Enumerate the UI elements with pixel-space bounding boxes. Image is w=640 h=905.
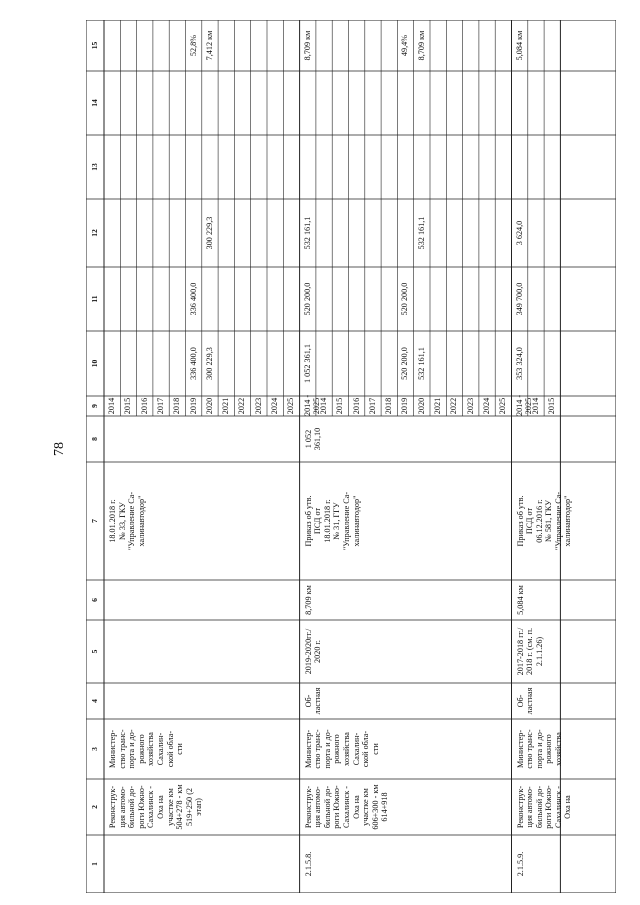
year-cell: 2021 [221, 397, 231, 415]
value-cell-10: 353 324,0 [514, 347, 524, 380]
responsible-body: Министер- ство транс- порта и до- рожного хозяйства Сахалин- ской обла- сти [108, 729, 185, 769]
year-cell: 2023 [253, 397, 263, 415]
item-number: 2.1.5.9. [515, 851, 525, 877]
year-cell: 2019 [400, 397, 410, 415]
year-cell: 2017 [155, 397, 165, 415]
ownership: Об- ластная [515, 687, 535, 715]
value-cell-11: 349 700,0 [514, 282, 524, 316]
year-cell: 2019 [188, 397, 198, 415]
column-header-12: 12 [90, 229, 99, 237]
year-cell: 2014 [107, 397, 116, 415]
value-cell-12: 300 229,3 [204, 216, 214, 250]
value-cell-12: 532 161,1 [416, 216, 426, 250]
column-header-5: 5 [90, 649, 99, 654]
year-cell: 2025 [498, 397, 508, 415]
column-header-4: 4 [90, 699, 99, 703]
value-cell-15: 5,084 км [514, 30, 524, 61]
year-cell: 2022 [449, 397, 459, 415]
approval-doc: Приказ об утв. ПСД от 06.12.2016 г. № 581, ГКУ "Управление Са- халинавтодор" [515, 491, 573, 551]
year-cell: 2025 [286, 397, 296, 415]
item-number: 2.1.5.8. [303, 851, 313, 877]
value-cell-12: 532 161,1 [302, 216, 312, 250]
column-header-3: 3 [90, 747, 99, 751]
period: 2017-2018 гг./ 2018 г. (см. п. 2.1.1.26) [515, 627, 544, 676]
column-header-11: 11 [90, 295, 99, 303]
year-cell: 2020 [204, 397, 214, 415]
year-cell: 2014 [530, 397, 540, 415]
year-cell: 2015 [547, 397, 557, 415]
year-cell: 2022 [237, 397, 247, 415]
column-header-2: 2 [90, 805, 99, 809]
year-cell: 2023 [465, 397, 475, 415]
year-cell: 2020 [416, 397, 426, 415]
length: 8,709 км [303, 585, 313, 615]
value-cell-15: 7,412 км [204, 30, 214, 61]
value-cell-11: 520 200,0 [302, 282, 312, 316]
column-header-14: 14 [90, 99, 99, 107]
value-cell-15: 8,709 км [302, 30, 312, 61]
year-cell: 2014 - 2025 [514, 394, 534, 416]
column-header-10: 10 [90, 359, 99, 368]
value-cell-11: 336 400,0 [188, 282, 198, 316]
value-cell-10: 532 161,1 [416, 347, 426, 380]
value-cell-10: 336 400,0 [188, 347, 198, 380]
approval-doc: Приказ об утв. ПСД от 18.01.2018 г. № 31, ГГУ "Управление Са- халинавтодор" [303, 491, 361, 551]
data-table [86, 20, 616, 893]
value-cell-11: 520 200,0 [400, 282, 410, 316]
year-cell: 2016 [139, 397, 149, 415]
year-cell: 2024 [481, 397, 491, 415]
year-cell: 2017 [367, 397, 377, 415]
value-cell-15: 52,8% [188, 34, 198, 57]
column-header-1: 1 [90, 862, 99, 866]
object-name: Реконструк- ция автомо- бильной до- роги Южно- Сахалинск - Оха на участке км 504+278 - км 519+250 (2 этап) [108, 784, 204, 830]
ownership: Об- ластная [303, 687, 323, 715]
year-cell: 2014 [318, 397, 328, 415]
year-cell: 2018 [384, 397, 394, 415]
column-header-6: 6 [90, 598, 99, 602]
value-cell-10: 520 200,0 [400, 347, 410, 380]
value-cell-10: 1 052 361,1 [302, 344, 312, 383]
page-number: 78 [52, 442, 67, 456]
year-cell: 2018 [172, 397, 182, 415]
object-name: Реконструк- ция автомо- бильной до- роги Южно- Сахалинск - Оха на [515, 785, 573, 829]
value-cell-10: 300 229,3 [204, 347, 214, 380]
column-header-15: 15 [90, 41, 99, 50]
column-header-9: 9 [90, 404, 99, 408]
length: 5,084 км [515, 585, 525, 615]
value-cell-15: 8,709 км [416, 30, 426, 61]
year-cell: 2015 [123, 397, 133, 415]
column-header-8: 8 [90, 437, 99, 441]
year-cell: 2014 - 2025 [302, 394, 322, 416]
value-cell-15: 49,4% [400, 34, 410, 57]
responsible-body: Министер- ство транс- порта и до- рожного хозяйства [515, 729, 563, 769]
column-header-7: 7 [90, 519, 99, 523]
year-cell: 2015 [335, 397, 345, 415]
year-cell: 2024 [270, 397, 279, 415]
period: 2019-2020гг./ 2020 г. [303, 628, 323, 675]
estimated-cost: 1 052 361,10 [303, 427, 323, 451]
year-cell: 2016 [351, 397, 361, 415]
object-name: Реконструк- ция автомо- бильной до- роги Южно- Сахалинск - Оха на участке км 606+300 - км 614+918 [303, 784, 390, 830]
value-cell-12: 3 624,0 [514, 220, 524, 246]
year-cell: 2021 [433, 397, 442, 415]
approval-doc: 18.01.2018 г. № 33, ГКУ "Управление Са- халинавтодор" [108, 491, 146, 551]
responsible-body: Министер- ство транс- порта и до- рожного хозяйства Сахалин- ской обла- сти [303, 729, 380, 769]
column-header-13: 13 [90, 163, 99, 171]
